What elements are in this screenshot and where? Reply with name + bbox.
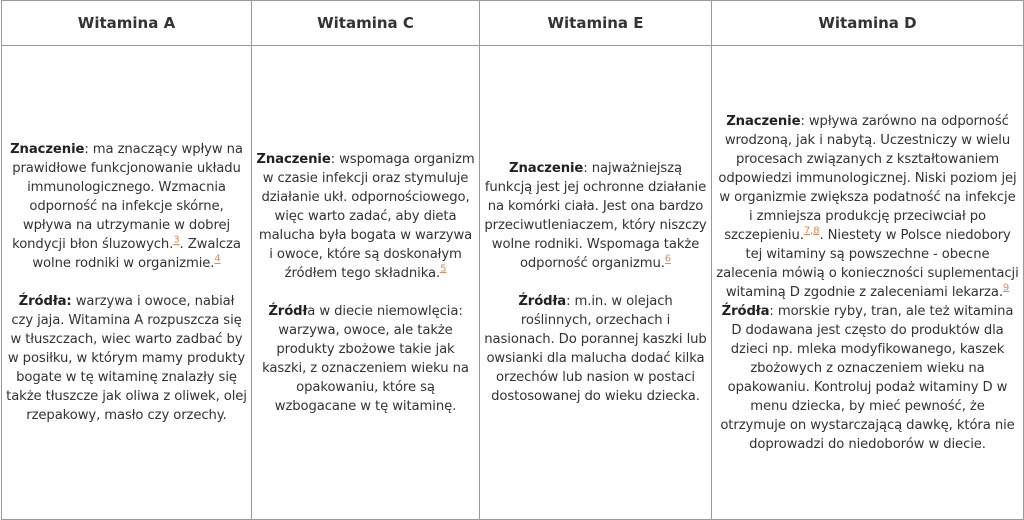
- vitamins-table: [1, 0, 1024, 520]
- footnote-link-4[interactable]: 4: [214, 253, 221, 265]
- vitamin-c-sources: [256, 302, 475, 416]
- vitamin-d-sources-label: Źródła: [721, 303, 770, 319]
- vitamin-a-sources-text: warzywa i owoce, nabiał czy jaja. Witamina A rozpuszcza się w tłuszczach, wiec warto zadbać by w posiłku, w którym mamy produkty bogate w tę witaminę znalazły się także tłuszcze jak oliwa z oliwek, olej rzepakowy, masło czy orzechy.: [6, 294, 247, 423]
- vitamin-a-sources: [6, 292, 247, 425]
- vitamin-e-sources-label: Źródła: [518, 294, 567, 309]
- footnote-link-3[interactable]: 3: [173, 234, 180, 246]
- header-vitamin-a: Witamina A: [2, 1, 252, 46]
- header-vitamin-d: Witamina D: [712, 1, 1024, 46]
- vitamin-d-significance: [716, 112, 1019, 302]
- vitamin-e-significance: [484, 159, 707, 273]
- content-row: [2, 46, 1024, 520]
- vitamin-c-significance: [256, 150, 475, 283]
- footnote-link-5[interactable]: 5: [440, 263, 447, 275]
- vitamin-c-sources-text: a w diecie niemowlęcia: warzywa, owoce, ale także produkty zbożowe takie jak kaszki, z oznaczeniem wieku na opakowaniu, które są wzbogacane w tę witaminę.: [262, 303, 469, 414]
- cell-vitamin-c: [252, 46, 480, 520]
- header-row: [2, 1, 1024, 46]
- vitamin-d-sources: [716, 302, 1019, 454]
- footnote-link-6[interactable]: 6: [664, 253, 672, 265]
- vitamin-a-significance-text-2: . Zwalcza wolne rodniki w organizmie.: [32, 237, 241, 271]
- vitamin-e-significance-text: : najważniejszą funkcją jest jej ochronne działanie na komórki ciała. Jest ona bardzo przeciwutleniaczem, który niszczy wolne rodniki. Wspomaga także odporność organizmu.: [484, 161, 707, 271]
- footnote-link-8[interactable]: 8: [813, 225, 820, 237]
- cell-vitamin-e: [480, 46, 712, 520]
- cell-vitamin-d: [712, 46, 1024, 520]
- footnote-link-9[interactable]: 9: [1002, 282, 1010, 294]
- vitamin-a-significance-text: : ma znaczący wpływ na prawidłowe funkcjonowanie układu immunologicznego. Wzmacnia odporność na infekcje skórne, wpływa na utrzymanie w dobrej kondycji błon śluzowych.: [12, 142, 243, 252]
- vitamin-d-significance-label: Znaczenie: [726, 113, 801, 129]
- footnote-separator: ,: [810, 225, 814, 237]
- vitamin-d-sources-text: : morskie ryby, tran, ale też witamina D dodawana jest często do produktów dla dzieci np. mleka modyfikowanego, kaszek zbożowych z oznaczeniem wieku na opakowaniu. Kontroluj podaż witaminy D w menu dziecka, by mieć pewność, że otrzymuje on wystarczającą dawkę, która nie doprowadzi do niedoborów w diecie.: [720, 303, 1015, 452]
- vitamin-e-sources-text: : m.in. w olejach roślinnych, orzechach i nasionach. Do porannej kaszki lub owsianki dla malucha dodać kilka orzechów lub nasion w postaci dostosowanej do wieku dziecka.: [484, 294, 707, 404]
- vitamin-c-sources-label: Źródł: [268, 303, 308, 319]
- vitamin-c-significance-text: : wspomaga organizm w czasie infekcji oraz stymuluje działanie ukł. odpornościowego, więc warto zadać, aby dieta malucha była bogata w warzywa i owoce, które są doskonałym źródłem tego składnika.: [258, 151, 475, 281]
- header-vitamin-e: Witamina E: [480, 1, 712, 46]
- cell-vitamin-a: [2, 46, 252, 520]
- vitamin-a-significance: [6, 140, 247, 273]
- vitamin-e-sources: [484, 292, 707, 406]
- vitamin-a-sources-label: Źródła:: [18, 294, 72, 309]
- header-vitamin-c: Witamina C: [252, 1, 480, 46]
- vitamin-c-significance-label: Znaczenie: [256, 151, 331, 167]
- footnote-link-7[interactable]: 7: [803, 225, 811, 237]
- vitamin-e-significance-label: Znaczenie: [509, 161, 584, 176]
- vitamin-d-significance-text: : wpływa zarówno na odporność wrodzoną, jak i nabytą. Uczestniczy w wielu procesach związanych z kształtowaniem odpowiedzi immunologicznej. Niski poziom jej w organizmie zwiększa podatność na infekcje i zmniejsza produkcję przeciwciał po szczepieniu.: [718, 113, 1017, 243]
- vitamin-d-significance-text-2: . Niestety w Polsce niedobory tej witaminy są powszechne - obecne zalecenia mówią o konieczności suplementacji witaminą D zgodnie z zaleceniami lekarza.: [716, 227, 1019, 300]
- vitamin-a-significance-label: Znaczenie: [10, 142, 85, 157]
